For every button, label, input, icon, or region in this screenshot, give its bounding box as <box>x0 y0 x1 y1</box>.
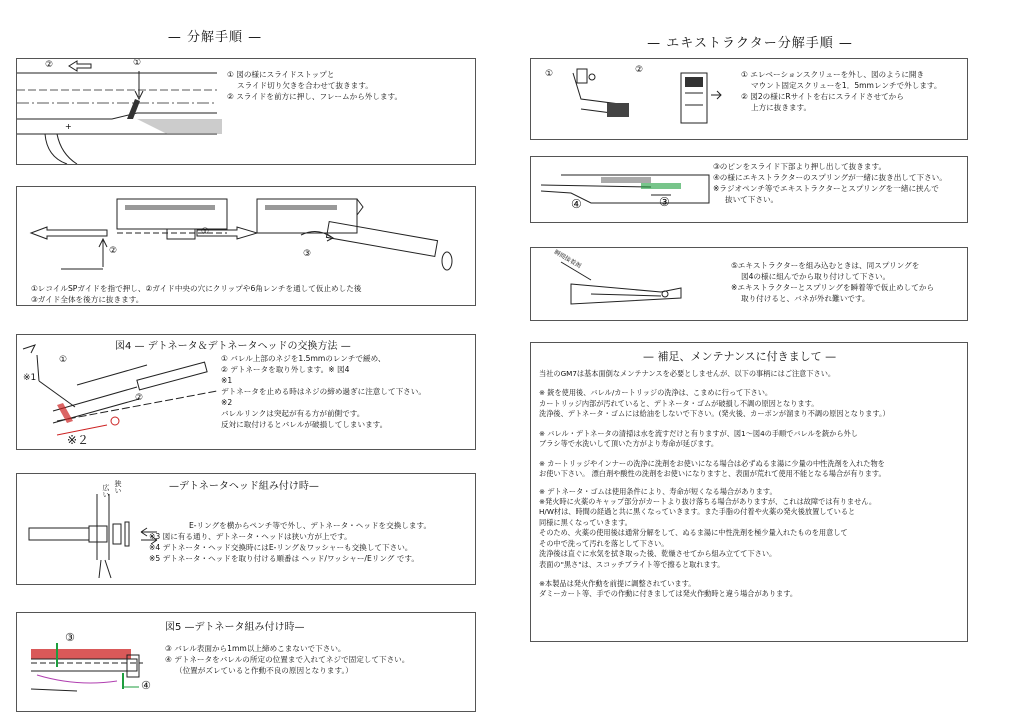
text-line: ② スライドを前方に押し、フレームから外します。 <box>227 92 403 101</box>
step-1-marker: ① <box>545 69 554 79</box>
note-1-marker: ※1 <box>23 373 37 383</box>
slide-removal-text <box>227 69 402 102</box>
step-3-marker: ③ <box>659 195 670 209</box>
svg-text:+: + <box>65 122 72 131</box>
right-heading: — エキストラクター分解手順 — <box>647 36 853 51</box>
text-line: ④の様にエキストラクターのスプリングが一緒に抜き出して下さい。 <box>713 173 947 182</box>
text-line: ※1 <box>221 376 233 385</box>
maintenance-title: — 補足、メンテナンスに付きまして — <box>643 350 837 363</box>
left-heading: — 分解手順 — <box>167 30 263 45</box>
recoil-guide-figure <box>17 187 475 277</box>
text-line: カートリッジ内部が汚れていると、デトネータ・ゴムが破損し不調の原因となります。 <box>539 398 819 408</box>
sight-removal-figure <box>531 59 731 139</box>
text-line: ※5 デトネータ・ヘッドを取り付ける順番は ヘッド/ワッシャー/Eリング です。 <box>149 554 419 563</box>
extractor-assembly-figure <box>531 248 711 320</box>
box-title: —デトネータヘッド組み付け時— <box>169 481 319 492</box>
detonator-exchange-box <box>16 334 476 450</box>
step-2-marker: ② <box>635 65 644 75</box>
detonator-head-box <box>16 473 476 585</box>
text-line: ④ デトネータをバレルの所定の位置まで入れてネジで固定して下さい。 <box>165 655 410 664</box>
text-line: ③のピンをスライド下部より押し出して抜きます。 <box>713 162 887 171</box>
note-2-marker: ※２ <box>67 433 90 447</box>
detonator-exchange-text <box>221 353 426 430</box>
text-line: ブラシ等で水洗いして頂いた方がより寿命が延びます。 <box>539 439 719 449</box>
sight-removal-text <box>741 69 942 113</box>
recoil-guide-text <box>31 283 361 305</box>
detonator-assembly-text <box>165 643 409 676</box>
text-line: ② 図2の様にRサイトを右にスライドさせてから <box>741 92 904 101</box>
step-1-marker: ① <box>201 227 210 237</box>
narrow-side-label: 狭い <box>114 480 122 494</box>
text-line: ※本製品は発火作動を前提に調整されています。 <box>539 579 696 588</box>
text-line: 表面の"黒さ"は、スコッチブライト等で擦ると取れます。 <box>539 559 725 569</box>
detonator-exchange-figure <box>17 335 217 449</box>
text-line: ① エレベーションスクリューを外し、図のように開き <box>741 70 925 79</box>
step-4-marker: ④ <box>141 679 151 692</box>
box-title: 図5 —デトネータ組み付け時— <box>165 622 305 633</box>
text-line: 洗浄後、デトネータ・ゴムには給油をしないで下さい。(発火後、カーボンが溜まり不調の原因となります。） <box>539 409 890 419</box>
sight-removal-box <box>530 58 968 140</box>
step-3-marker: ③ <box>303 249 312 259</box>
text-line: ① 図の様にスライドストップと <box>227 70 335 79</box>
text-line: ※発火時に火薬のキャップ部分がカートより抜け落ちる場合がありますが、これは故障では有りません。 <box>539 496 877 506</box>
wide-side-label: 広い <box>102 484 110 498</box>
step-1-marker: ① <box>59 355 68 365</box>
extractor-assembly-box <box>530 247 968 321</box>
text-line: ③ バレル表面から1mm以上締めこまないで下さい。 <box>165 644 346 653</box>
step-1-marker: ① <box>133 58 142 68</box>
text-line: 抜いて下さい。 <box>725 195 779 204</box>
text-line: 洗浄後は直ぐに水気を拭き取った後、乾燥させてから組み立てて下さい。 <box>539 549 777 559</box>
maintenance-box <box>530 342 968 642</box>
text-line: 取り付けると、バネが外れ難いです。 <box>741 294 870 303</box>
text-line: ① バレル上部のネジを1.5mmのレンチで緩め、 <box>221 354 386 363</box>
text-line: （位置がズレていると作動不良の原因となります。） <box>175 666 353 675</box>
text-line: ダミーカート等、手での作動に付きましては発火作動時と違う場合があります。 <box>539 589 798 599</box>
box-title: 図4 — デトネータ＆デトネータヘッドの交換方法 — <box>115 341 351 352</box>
extractor-assembly-text <box>731 260 934 304</box>
text-line: ※エキストラクターとスプリングを瞬着等で仮止めしてから <box>731 283 935 292</box>
text-line: ※4 デトネータ・ヘッド交換時にはE-リング＆ワッシャーも交換して下さい。 <box>149 543 413 552</box>
text-line: ※ラジオペンチ等でエキストラクターとスプリングを一緒に挟んで <box>713 184 939 193</box>
text-line: お使い下さい。 漂白剤や酸性の洗剤をお使いになりますと、表面が荒れて使用不能となる場合が有ります。 <box>539 469 886 479</box>
step-2-marker: ② <box>45 60 54 70</box>
extractor-removal-text <box>713 161 947 205</box>
recoil-guide-box <box>16 186 476 306</box>
detonator-assembly-box <box>16 612 476 712</box>
slide-removal-box <box>16 58 476 165</box>
text-line: その中で洗って汚れを落として下さい。 <box>539 538 669 548</box>
text-line: H/W材は、時間の経過と共に黒くなっていきます。また手脂の付着や火薬の発火後放置していると <box>539 507 856 517</box>
step-4-marker: ④ <box>571 197 582 211</box>
text-line: 反対に取付けるとバレルが破損してしまいます。 <box>221 420 388 429</box>
text-line: E-リングを横からペンチ等で外し、デトネータ・ヘッドを交換します。 <box>189 521 432 530</box>
extractor-removal-box <box>530 156 968 223</box>
text-line: マウント固定スクリューを1．5mmレンチで外します。 <box>751 81 942 90</box>
text-line: ③ガイド全体を後方に抜きます。 <box>31 295 144 304</box>
maintenance-text <box>539 369 890 600</box>
text-line: ⑤エキストラクターを組み込むときは、同スプリングを <box>731 261 920 270</box>
step-2-marker: ② <box>135 393 144 403</box>
detonator-head-text <box>149 520 431 564</box>
step-3-marker: ③ <box>65 631 75 644</box>
text-line: ※ カートリッジやインナーの洗浄に洗剤をお使いになる場合は必ずぬるま湯に少量の中性洗剤を入れた物を <box>539 458 885 468</box>
text-line: 図4の様に組んでから取り付けして下さい。 <box>741 272 891 281</box>
text-line: ※ バレル・デトネータの清掃は水を流すだけと有りますが、図1～図4の手順でバレルを銃から外し <box>539 428 858 438</box>
detonator-assembly-figure <box>17 613 167 711</box>
text-line: ①レコイルSPガイドを指で押し、②ガイド中央の穴にクリップや6角レンチを通して仮止めした後 <box>31 284 362 293</box>
text-line: ② デトネータを取り外します。※ 図4 <box>221 365 350 374</box>
text-line: ※2 <box>221 398 233 407</box>
text-line: バレルリンクは突起が有る方が前側です。 <box>221 409 365 418</box>
text-line: 上方に抜きます。 <box>751 103 812 112</box>
extractor-removal-figure <box>531 157 711 222</box>
text-line: ※3 図に有る通り、デトネータ・ヘッドは狭い方が上です。 <box>149 532 352 541</box>
step-2-marker: ② <box>109 246 118 256</box>
text-line: ※ デトネータ・ゴムは使用条件により、寿命が短くなる場合があります。 <box>539 486 777 496</box>
text-line: 当社のGM7は基本面倒なメンテナンスを必要としませんが、以下の事柄にはご注意下さい。 <box>539 369 836 378</box>
text-line: 同様に黒くなっていきます。 <box>539 517 632 527</box>
slide-removal-figure <box>17 59 227 164</box>
text-line: デトネータを止める時はネジの締め過ぎに注意して下さい。 <box>221 387 426 396</box>
glue-tag: 瞬間接着剤 <box>552 248 583 270</box>
text-line: ※ 銃を使用後、バレル/カートリッジの洗浄は、こまめに行って下さい。 <box>539 388 773 398</box>
text-line: スライド切り欠きを合わせて抜きます。 <box>237 81 373 90</box>
text-line: そのため、火薬の使用後は通常分解をして、ぬるま湯に中性洗剤を極少量入れたものを用意して <box>539 528 848 538</box>
